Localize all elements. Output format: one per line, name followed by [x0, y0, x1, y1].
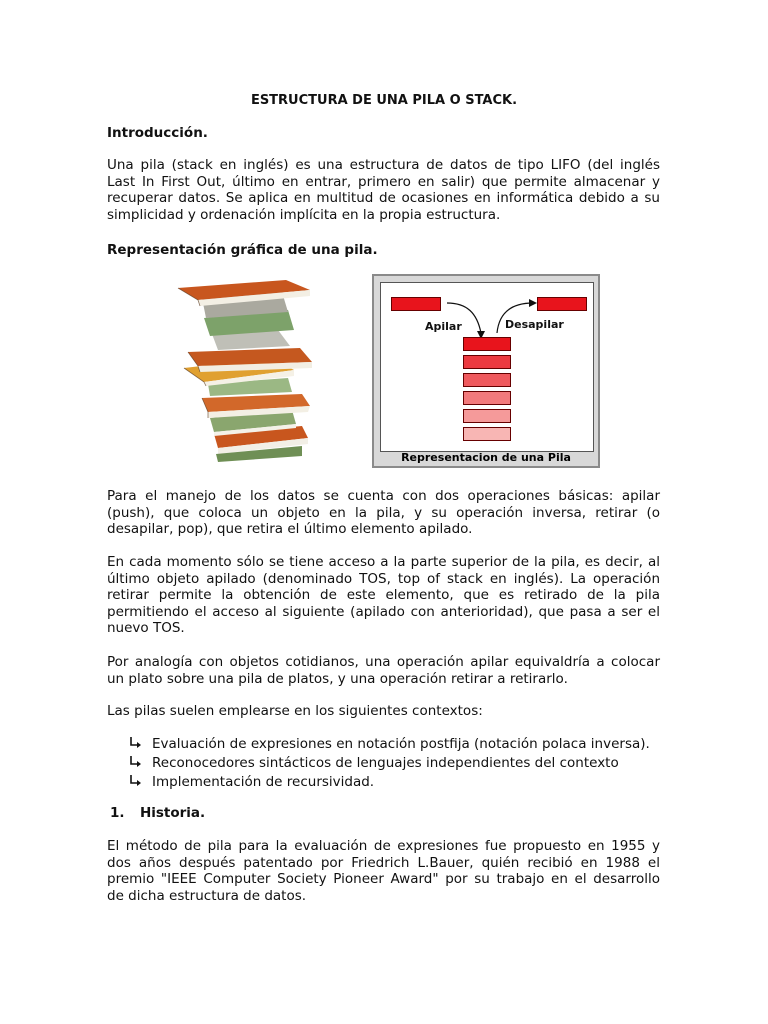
- text-line: desapilar, pop), que retira el último elemento apilado.: [107, 521, 473, 538]
- text-line: premio "IEEE Computer Society Pioneer Award" por su trabajo en el desarrollo: [107, 871, 660, 888]
- text-line: El método de pila para la evaluación de expresiones fue propuesto en 1955 y: [107, 838, 660, 854]
- pop-label: Desapilar: [505, 318, 564, 331]
- intro-paragraph: [107, 157, 660, 223]
- arrow-down-right-icon: [128, 755, 152, 774]
- intro-heading: Introducción.: [107, 125, 208, 141]
- text-line: dos años después patentado por Friedrich L.Bauer, quién recibió en 1988 el: [107, 854, 660, 871]
- section-title: Historia.: [139, 805, 206, 821]
- intro-line: recuperar datos. Se aplica en multitud de ocasiones en informática debido a su: [107, 190, 660, 207]
- push-element: [391, 297, 441, 311]
- text-line: permitiendo el acceso al siguiente (apilado con anterioridad), que pasa a ser el: [107, 603, 660, 620]
- paragraph-operations: [107, 488, 660, 538]
- pop-element: [537, 297, 587, 311]
- intro-line: Una pila (stack en inglés) es una estructura de datos de tipo LIFO (del inglés: [107, 157, 660, 173]
- history-heading: [110, 805, 205, 821]
- book-stack-icon: [152, 278, 348, 470]
- text-line: retirar permite la obtención de este elemento, que es retirado de la pila: [107, 587, 660, 604]
- intro-line: Last In First Out, último en entrar, primero en salir) que permite almacenar y: [107, 173, 660, 190]
- stack-element: [463, 409, 511, 423]
- stack-element: [463, 391, 511, 405]
- text-line: Para el manejo de los datos se cuenta con dos operaciones básicas: apilar: [107, 488, 660, 504]
- paragraph-analogy: [107, 654, 660, 687]
- stack-diagram: [372, 274, 600, 468]
- history-paragraph: [107, 838, 660, 904]
- list-item: [128, 774, 668, 793]
- list-item: [128, 736, 668, 755]
- stack-element: [463, 373, 511, 387]
- diagram-caption: Representacion de una Pila: [401, 451, 571, 464]
- section-number: 1.: [110, 805, 125, 821]
- stack-element: [463, 355, 511, 369]
- text-line: Por analogía con objetos cotidianos, una operación apilar equivaldría a colocar: [107, 654, 660, 670]
- text-line: de dicha estructura de datos.: [107, 887, 307, 904]
- arrow-down-right-icon: [128, 774, 152, 793]
- contexts-list: [128, 736, 668, 793]
- list-item: [128, 755, 668, 774]
- arrow-icons: [441, 293, 541, 343]
- text-line: nuevo TOS.: [107, 620, 185, 637]
- text-line: último objeto apilado (denominado TOS, top of stack en inglés). La operación: [107, 570, 660, 587]
- paragraph-access: [107, 554, 660, 637]
- text-line: (push), que coloca un objeto en la pila, y su operación inversa, retirar (o: [107, 504, 660, 521]
- stack-bottom-element: [463, 427, 511, 441]
- list-item-text: Evaluación de expresiones en notación postfija (notación polaca inversa).: [152, 736, 650, 752]
- paragraph-contexts: Las pilas suelen emplearse en los siguientes contextos:: [107, 703, 483, 719]
- intro-line: simplicidad y ordenación implícita en la propia estructura.: [107, 206, 501, 223]
- document-title: ESTRUCTURA DE UNA PILA O STACK.: [250, 93, 518, 108]
- list-item-text: Implementación de recursividad.: [152, 774, 375, 790]
- stack-top-element: [463, 337, 511, 351]
- list-item-text: Reconocedores sintácticos de lenguajes independientes del contexto: [152, 755, 619, 771]
- text-line: En cada momento sólo se tiene acceso a la parte superior de la pila, es decir, al: [107, 554, 660, 570]
- text-line: un plato sobre una pila de platos, y una operación retirar a retirarlo.: [107, 670, 568, 687]
- diagram-canvas: [380, 282, 594, 452]
- arrow-down-right-icon: [128, 736, 152, 755]
- representation-heading: Representación gráfica de una pila.: [107, 242, 378, 258]
- push-label: Apilar: [425, 320, 462, 333]
